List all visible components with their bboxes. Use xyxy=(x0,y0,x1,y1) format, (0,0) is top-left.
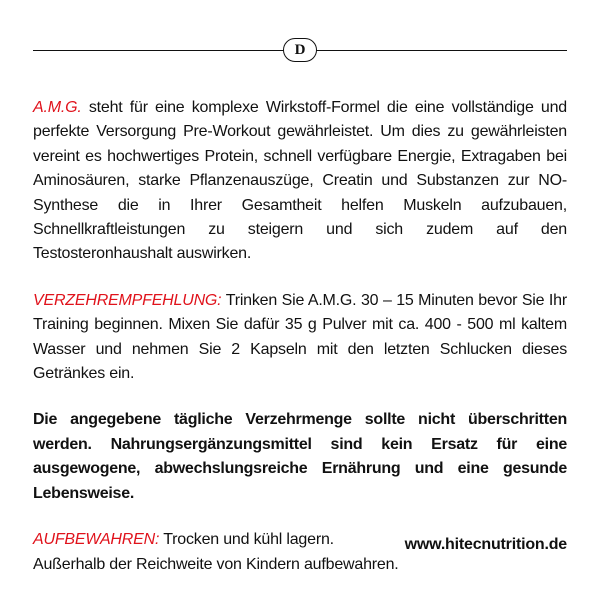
storage-line-2: Außerhalb der Reichweite von Kindern aufbewahren. xyxy=(33,555,399,573)
storage-line-1: Trocken und kühl lagern. xyxy=(163,531,334,549)
amg-text: steht für eine komplexe Wirkstoff-Formel die eine vollständige und perfekte Versorgung Pre-Workout gewährleistet. Um dies zu gewährleisten vereint es hochwertiges Protein, schnell verfügbare Energie, Extragaben bei Aminosäuren, starke Pflanzenauszüge, Creatin und Substanzen zur NO-Synthese die in Ihrer Gesamtheit helfen Muskeln aufzubauen, Schnellkraftleistungen zu steigern und sich zudem auf den Testosteronhaushalt auswirken. xyxy=(33,99,567,263)
usage-recommendation xyxy=(33,289,567,387)
storage-label: AUFBEWAHREN: xyxy=(33,531,160,549)
amg-description xyxy=(33,96,567,267)
usage-label: VERZEHREMPFEHLUNG: xyxy=(33,291,222,309)
language-badge: D xyxy=(283,38,317,62)
amg-label: A.M.G. xyxy=(33,99,82,116)
usage-text: Trinken Sie A.M.G. 30 – 15 Minuten bevor Sie Ihr Training beginnen. Mixen Sie dafür 35 g Pulver mit ca. 400 - 500 ml kaltem Wasser und nehmen Sie 2 Kapseln mit den letzten Schlucken dieses Getränkes ein. xyxy=(33,291,567,383)
dosage-warning: Die angegebene tägliche Verzehrmenge sollte nicht überschritten werden. Nahrungsergänzungsmittel sind kein Ersatz für eine ausgewogene, abwechslungsreiche Ernährung und eine gesunde Lebensweise. xyxy=(33,411,567,502)
website-link[interactable]: www.hitecnutrition.de xyxy=(404,536,567,553)
label-text-content xyxy=(33,96,567,577)
